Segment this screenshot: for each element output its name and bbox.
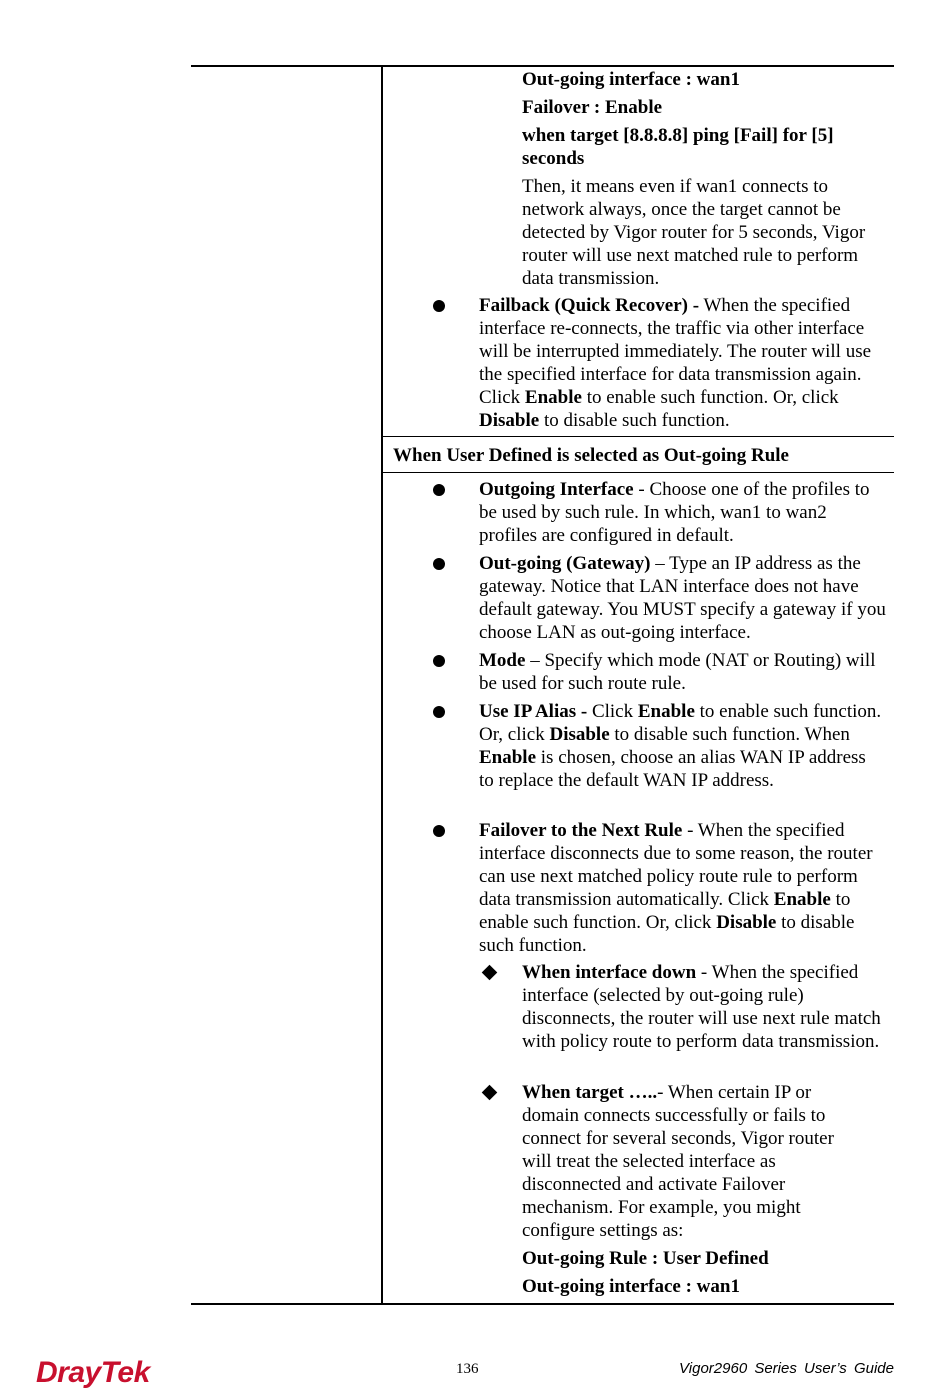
outgoing-gateway-paragraph: Out-going (Gateway) – Type an IP address as the gateway. Notice that LAN interface does not have default gateway. You MUST specify a gateway if you choose LAN as out-going interface. bbox=[479, 553, 886, 643]
table-column-divider bbox=[381, 65, 383, 1305]
example-failover: Failover : Enable bbox=[522, 97, 663, 118]
table-bottom-border bbox=[191, 1303, 894, 1305]
example-explanation: Then, it means even if wan1 connects to network always, once the target cannot be detected by Vigor router for 5 seconds, Vigor router will use next matched rule to perform data transmission. bbox=[522, 176, 866, 289]
section-header-bottom-border bbox=[382, 472, 894, 473]
page-number: 136 bbox=[456, 1361, 479, 1377]
bullet-outgoing-gateway bbox=[433, 558, 445, 570]
example-when-target: when target [8.8.8.8] ping [Fail] for [5] seconds bbox=[522, 125, 834, 169]
bullet-outgoing-interface bbox=[433, 484, 445, 496]
table-top-border bbox=[191, 65, 894, 67]
when-target-paragraph: When target …..- When certain IP or domain connects successfully or fails to connect for several seconds, Vigor router will treat the selected interface as disconnected and activate Failover mechanism. For example, you might configure settings as: bbox=[522, 1082, 834, 1241]
example-outgoing-interface: Out-going interface : wan1 bbox=[522, 69, 740, 90]
example-outgoing-rule: Out-going Rule : User Defined bbox=[522, 1248, 769, 1269]
bullet-failover bbox=[433, 825, 445, 837]
bullet-ip-alias bbox=[433, 706, 445, 718]
diamond-bullet-interface-down bbox=[482, 965, 498, 981]
ip-alias-paragraph: Use IP Alias - Click Enable to enable such function. Or, click Disable to disable such function. When Enable is chosen, choose an alias WAN IP address to replace the default WAN IP address. bbox=[479, 701, 882, 791]
guide-title: Vigor2960 Series User’s Guide bbox=[679, 1360, 894, 1377]
bullet-failback bbox=[433, 300, 445, 312]
section-header: When User Defined is selected as Out-going Rule bbox=[393, 445, 789, 466]
section-header-top-border bbox=[382, 436, 894, 437]
draytek-logo: DrayTek bbox=[36, 1356, 150, 1389]
interface-down-paragraph: When interface down - When the specified interface (selected by out-going rule) disconnects, the router will use next rule match with policy route to perform data transmission. bbox=[522, 962, 881, 1052]
mode-paragraph: Mode – Specify which mode (NAT or Routing) will be used for such route rule. bbox=[479, 650, 876, 694]
diamond-bullet-when-target bbox=[482, 1085, 498, 1101]
outgoing-interface-paragraph: Outgoing Interface - Choose one of the profiles to be used by such rule. In which, wan1 to wan2 profiles are configured in default. bbox=[479, 479, 870, 546]
bullet-mode bbox=[433, 655, 445, 667]
failback-paragraph: Failback (Quick Recover) - When the specified interface re-connects, the traffic via other interface will be interrupted immediately. The router will use the specified interface for data transmission again. Click Enable to enable such function. Or, click Disable to disable such function. bbox=[479, 295, 872, 431]
failover-paragraph: Failover to the Next Rule - When the specified interface disconnects due to some reason, the router can use next matched policy route rule to perform data transmission automatically. Click Enable to enable such function. Or, click Disable to disable such function. bbox=[479, 820, 873, 956]
example-outgoing-interface-2: Out-going interface : wan1 bbox=[522, 1276, 740, 1297]
failback-term: Failback (Quick Recover) - bbox=[479, 295, 700, 316]
